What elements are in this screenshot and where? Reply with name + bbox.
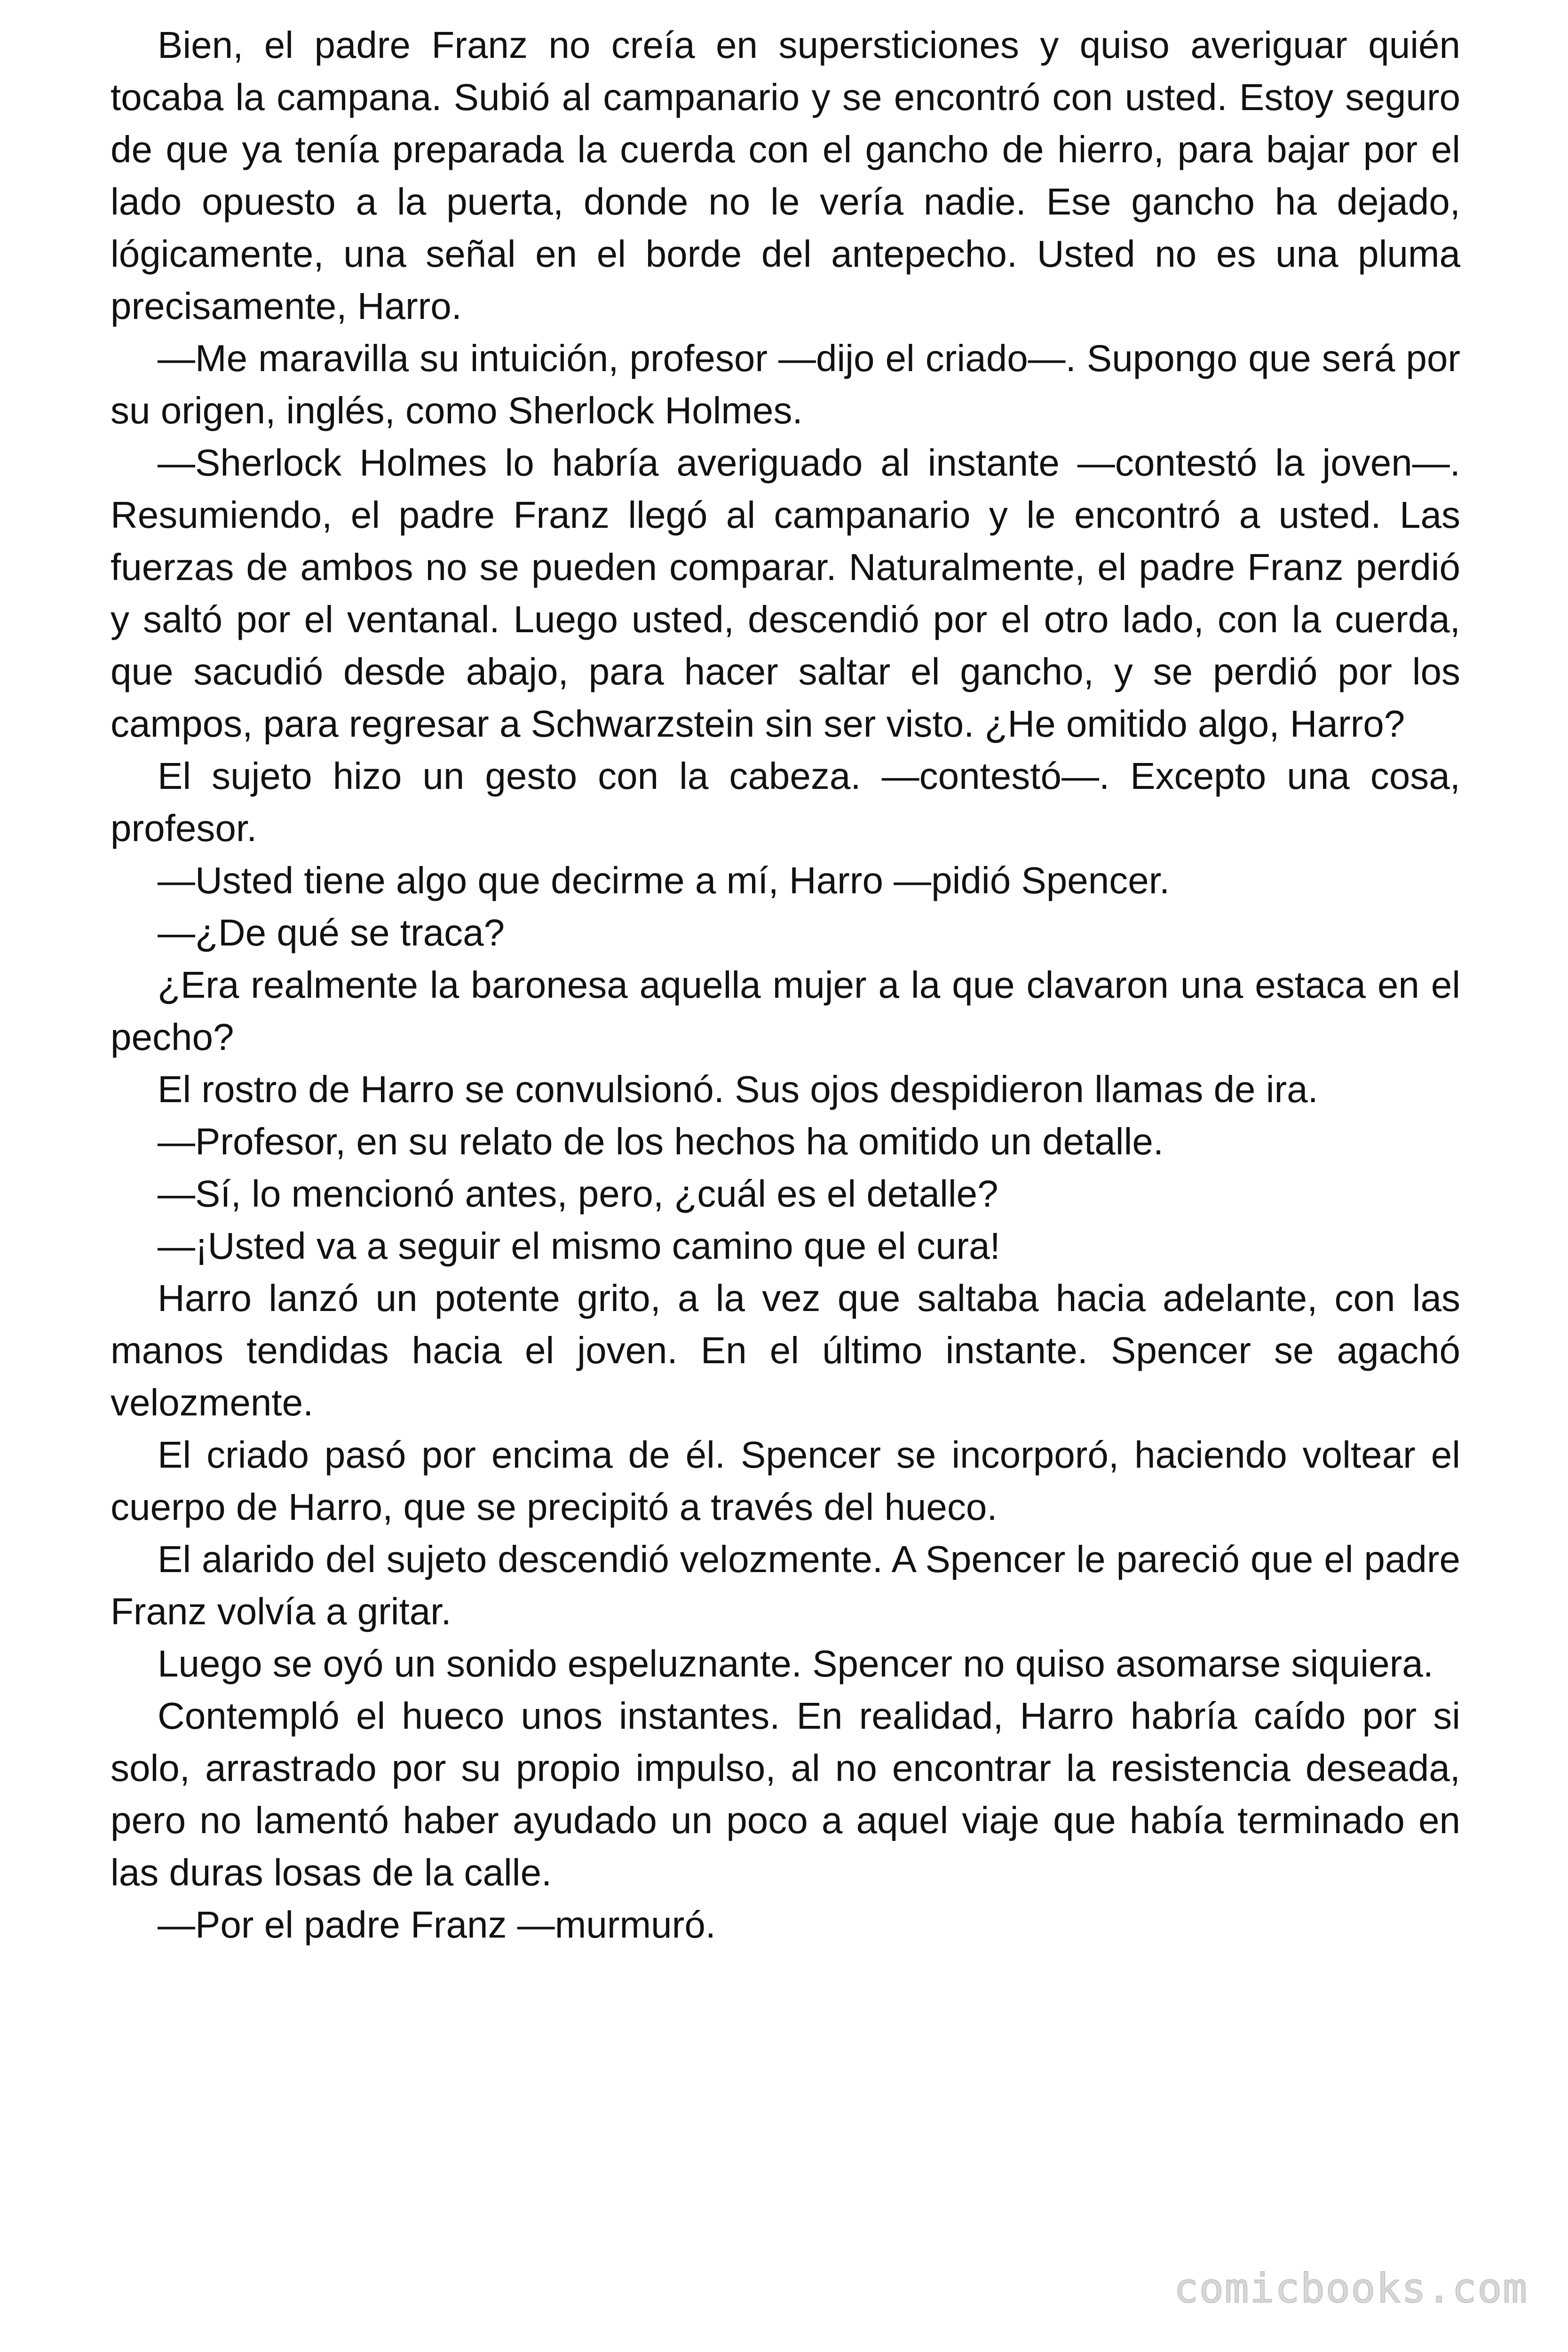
paragraph: Harro lanzó un potente grito, a la vez que saltaba hacia adelante, con las manos tendidas hacia el joven. En el último instante. Spencer se agachó velozmente. bbox=[111, 1277, 1460, 1423]
paragraph: El rostro de Harro se convulsionó. Sus ojos despidieron llamas de ira. bbox=[158, 1068, 1318, 1110]
page-body bbox=[111, 19, 1460, 1951]
paragraph: ¿Era realmente la baronesa aquella mujer a la que clavaron una estaca en el pecho? bbox=[111, 964, 1460, 1058]
paragraph: Bien, el padre Franz no creía en supersticiones y quiso averiguar quién tocaba la campana. Subió al campanario y se encontró con usted. Estoy seguro de que ya tenía preparada la cuerda con el gancho de hierro, para bajar por el lado opuesto a la puerta, donde no le vería nadie. Ese gancho ha dejado, lógicamente, una señal en el borde del antepecho. Usted no es una pluma precisamente, Harro. bbox=[111, 24, 1460, 327]
paragraph: El sujeto hizo un gesto con la cabeza. —contestó—. Excepto una cosa, profesor. bbox=[111, 755, 1460, 849]
paragraph: —Usted tiene algo que decirme a mí, Harro —pidió Spencer. bbox=[158, 859, 1170, 901]
paragraph: —Sherlock Holmes lo habría averiguado al instante —contestó la joven—. Resumiendo, el padre Franz llegó al campanario y le encontró a usted. Las fuerzas de ambos no se pueden comparar. Naturalmente, el padre Franz perdió y saltó por el ventanal. Luego usted, descendió por el otro lado, con la cuerda, que sacudió desde abajo, para hacer saltar el gancho, y se perdió por los campos, para regresar a Schwarzstein sin ser visto. ¿He omitido algo, Harro? bbox=[111, 442, 1460, 745]
paragraph: El criado pasó por encima de él. Spencer se incorporó, haciendo voltear el cuerpo de Harro, que se precipitó a través del hueco. bbox=[111, 1434, 1460, 1528]
paragraph: —Me maravilla su intuición, profesor —dijo el criado—. Supongo que será por su origen, inglés, como Sherlock Holmes. bbox=[111, 337, 1460, 431]
paragraph: El alarido del sujeto descendió velozmente. A Spencer le pareció que el padre Franz volvía a gritar. bbox=[111, 1538, 1460, 1632]
paragraph: Luego se oyó un sonido espeluznante. Spencer no quiso asomarse siquiera. bbox=[158, 1643, 1433, 1685]
watermark: comicbooks.com bbox=[1174, 2265, 1528, 2312]
paragraph: —Sí, lo mencionó antes, pero, ¿cuál es el detalle? bbox=[158, 1173, 998, 1215]
paragraph: —Profesor, en su relato de los hechos ha omitido un detalle. bbox=[158, 1120, 1164, 1162]
paragraph: Contempló el hueco unos instantes. En realidad, Harro habría caído por si solo, arrastrado por su propio impulso, al no encontrar la resistencia deseada, pero no lamentó haber ayudado un poco a aquel viaje que había terminado en las duras losas de la calle. bbox=[111, 1695, 1460, 1893]
paragraph: —Por el padre Franz —murmuró. bbox=[158, 1904, 716, 1946]
paragraph: —¿De qué se traca? bbox=[158, 912, 505, 954]
paragraph: —¡Usted va a seguir el mismo camino que el cura! bbox=[158, 1225, 1000, 1267]
